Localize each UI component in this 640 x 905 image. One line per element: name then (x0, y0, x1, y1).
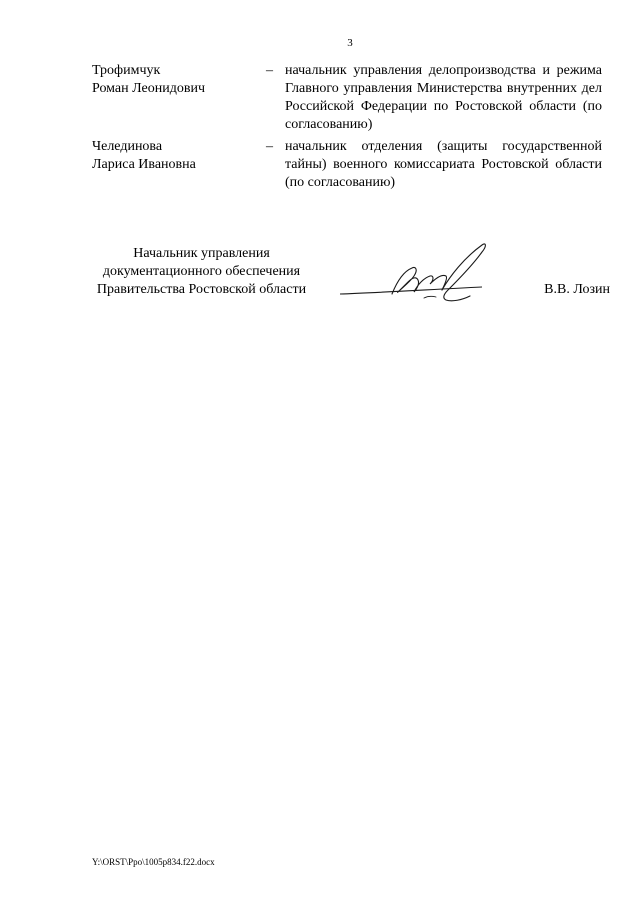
signer-name: В.В. Лозин (544, 282, 610, 297)
member-surname: Челединова (92, 139, 163, 154)
signer-title (84, 245, 319, 299)
member-surname: Трофимчук (92, 63, 161, 78)
member-given-names: Лариса Ивановна (92, 157, 196, 172)
signer-title-line: Начальник управления (133, 246, 270, 261)
member-role: начальник отделения (защиты государственной тайны) военного комиссариата Ростовской области (по согласованию) (285, 139, 602, 190)
signer-title-line: документационного обеспечения (102, 264, 301, 279)
signer-title-line: Правительства Ростовской области (96, 282, 307, 297)
member-role: начальник управления делопроизводства и режима Главного управления Министерства внутренних дел Российской Федерации по Ростовской области (по согласованию) (285, 63, 602, 132)
member-name (92, 138, 262, 174)
member-given-names: Роман Леонидович (92, 81, 206, 96)
member-dash: – (266, 63, 273, 78)
member-name (92, 62, 262, 98)
member-dash: – (266, 139, 273, 154)
handwritten-signature (332, 240, 492, 310)
page-number: 3 (347, 37, 353, 49)
file-path: Y:\ORST\Ppo\1005p834.f22.docx (92, 857, 215, 867)
